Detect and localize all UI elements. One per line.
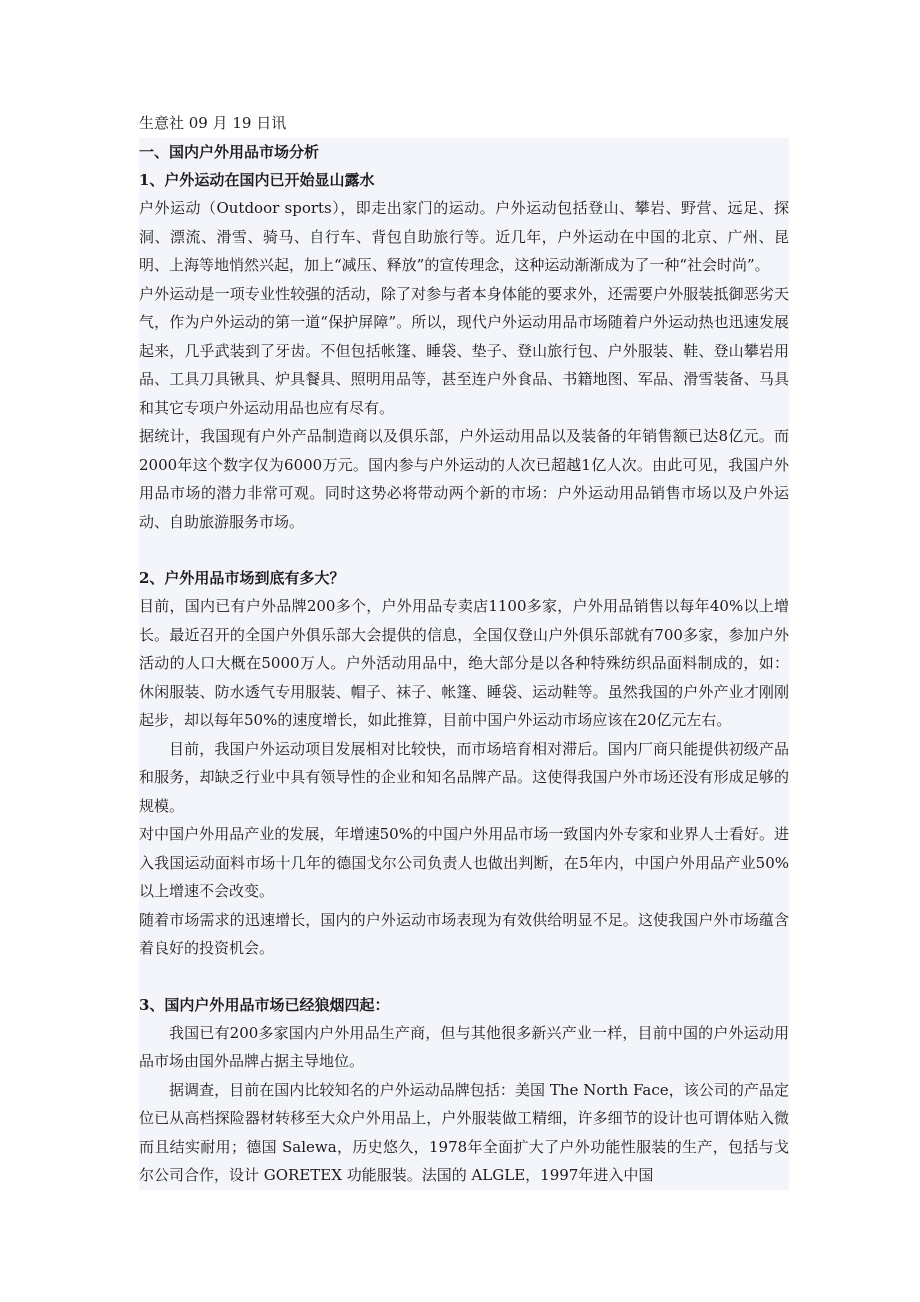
section-1-heading: 1、户外运动在国内已开始显山露水	[139, 171, 375, 189]
section-3-paragraph-1: 我国已有200多家国内户外用品生产商，但与其他很多新兴产业一样，目前中国的户外运动用品市场由国外品牌占据主导地位。	[139, 1023, 789, 1070]
section-2-paragraph-4: 随着市场需求的迅速增长，国内的户外运动市场表现为有效供给明显不足。这使我国户外市场蕴含着良好的投资机会。	[139, 910, 789, 957]
section-3-heading: 3、国内户外用品市场已经狼烟四起：	[139, 995, 390, 1014]
section-3-paragraph-2: 据调查，目前在国内比较知名的户外运动品牌包括：美国 The North Face，该公司的产品定位已从高档探险器材转移至大众户外用品上，户外服装做工精细，许多细节的设计也可谓体贴入微而且结实耐用；德国 Salewa，历史悠久，1978年全面扩大了户外功能性服装的生产，包括与戈尔公司合作，设计 GORETEX 功能服装。法国的 ALGLE，1997年进入中国	[139, 1080, 789, 1184]
article-body	[139, 138, 789, 1190]
spacer	[139, 963, 789, 991]
section-2-paragraph-3: 对中国户外用品产业的发展，年增速50%的中国户外用品市场一致国内外专家和业界人士看好。进入我国运动面料市场十几年的德国戈尔公司负责人也做出判断，在5年内，中国户外用品产业50%以上增速不会改变。	[139, 825, 789, 900]
document-page	[139, 108, 789, 1190]
section-1-paragraph-2: 户外运动是一项专业性较强的活动，除了对参与者本身体能的要求外，还需要户外服装抵御恶劣天气，作为户外运动的第一道“保护屏障”。所以，现代户外运动用品市场随着户外运动热也迅速发展起来，几乎武装到了牙齿。不但包括帐篷、睡袋、垫子、登山旅行包、户外服装、鞋、登山攀岩用品、工具刀具锹具、炉具餐具、照明用品等，甚至连户外食品、书籍地图、军品、滑雪装备、马具和其它专项户外运动用品也应有尽有。	[139, 284, 789, 417]
section-2-paragraph-1: 目前，国内已有户外品牌200多个，户外用品专卖店1100多家，户外用品销售以每年40%以上增长。最近召开的全国户外俱乐部大会提供的信息，全国仅登山户外俱乐部就有700多家，参加户外活动的人口大概在5000万人。户外活动用品中，绝大部分是以各种特殊纺织品面料制成的，如：休闲服装、防水透气专用服装、帽子、袜子、帐篷、睡袋、运动鞋等。虽然我国的户外产业才刚刚起步，却以每年50%的速度增长，如此推算，目前中国户外运动市场应该在20亿元左右。	[139, 597, 789, 729]
section-2-heading: 2、户外用品市场到底有多大？	[139, 569, 345, 587]
section-1-paragraph-1: 户外运动（Outdoor sports），即走出家门的运动。户外运动包括登山、攀岩、野营、远足、探洞、漂流、滑雪、骑马、自行车、背包自助旅行等。近几年，户外运动在中国的北京、广州、昆明、上海等地悄然兴起，加上“减压、释放”的宣传理念，这种运动渐渐成为了一种“社会时尚”。	[139, 199, 789, 274]
section-1-paragraph-3: 据统计，我国现有户外产品制造商以及俱乐部，户外运动用品以及装备的年销售额已达8亿元。而2000年这个数字仅为6000万元。国内参与户外运动的人次已超越1亿人次。由此可见，我国户外用品市场的潜力非常可观。同时这势必将带动两个新的市场：户外运动用品销售市场以及户外运动、自助旅游服务市场。	[139, 427, 789, 531]
dateline: 生意社 09 月 19 日讯	[139, 114, 287, 132]
spacer	[139, 536, 789, 564]
document-title: 一、国内户外用品市场分析	[139, 143, 320, 161]
section-2-paragraph-2: 目前，我国户外运动项目发展相对比较快，而市场培育相对滞后。国内厂商只能提供初级产品和服务，却缺乏行业中具有领导性的企业和知名品牌产品。这使得我国户外市场还没有形成足够的规模。	[139, 739, 789, 815]
